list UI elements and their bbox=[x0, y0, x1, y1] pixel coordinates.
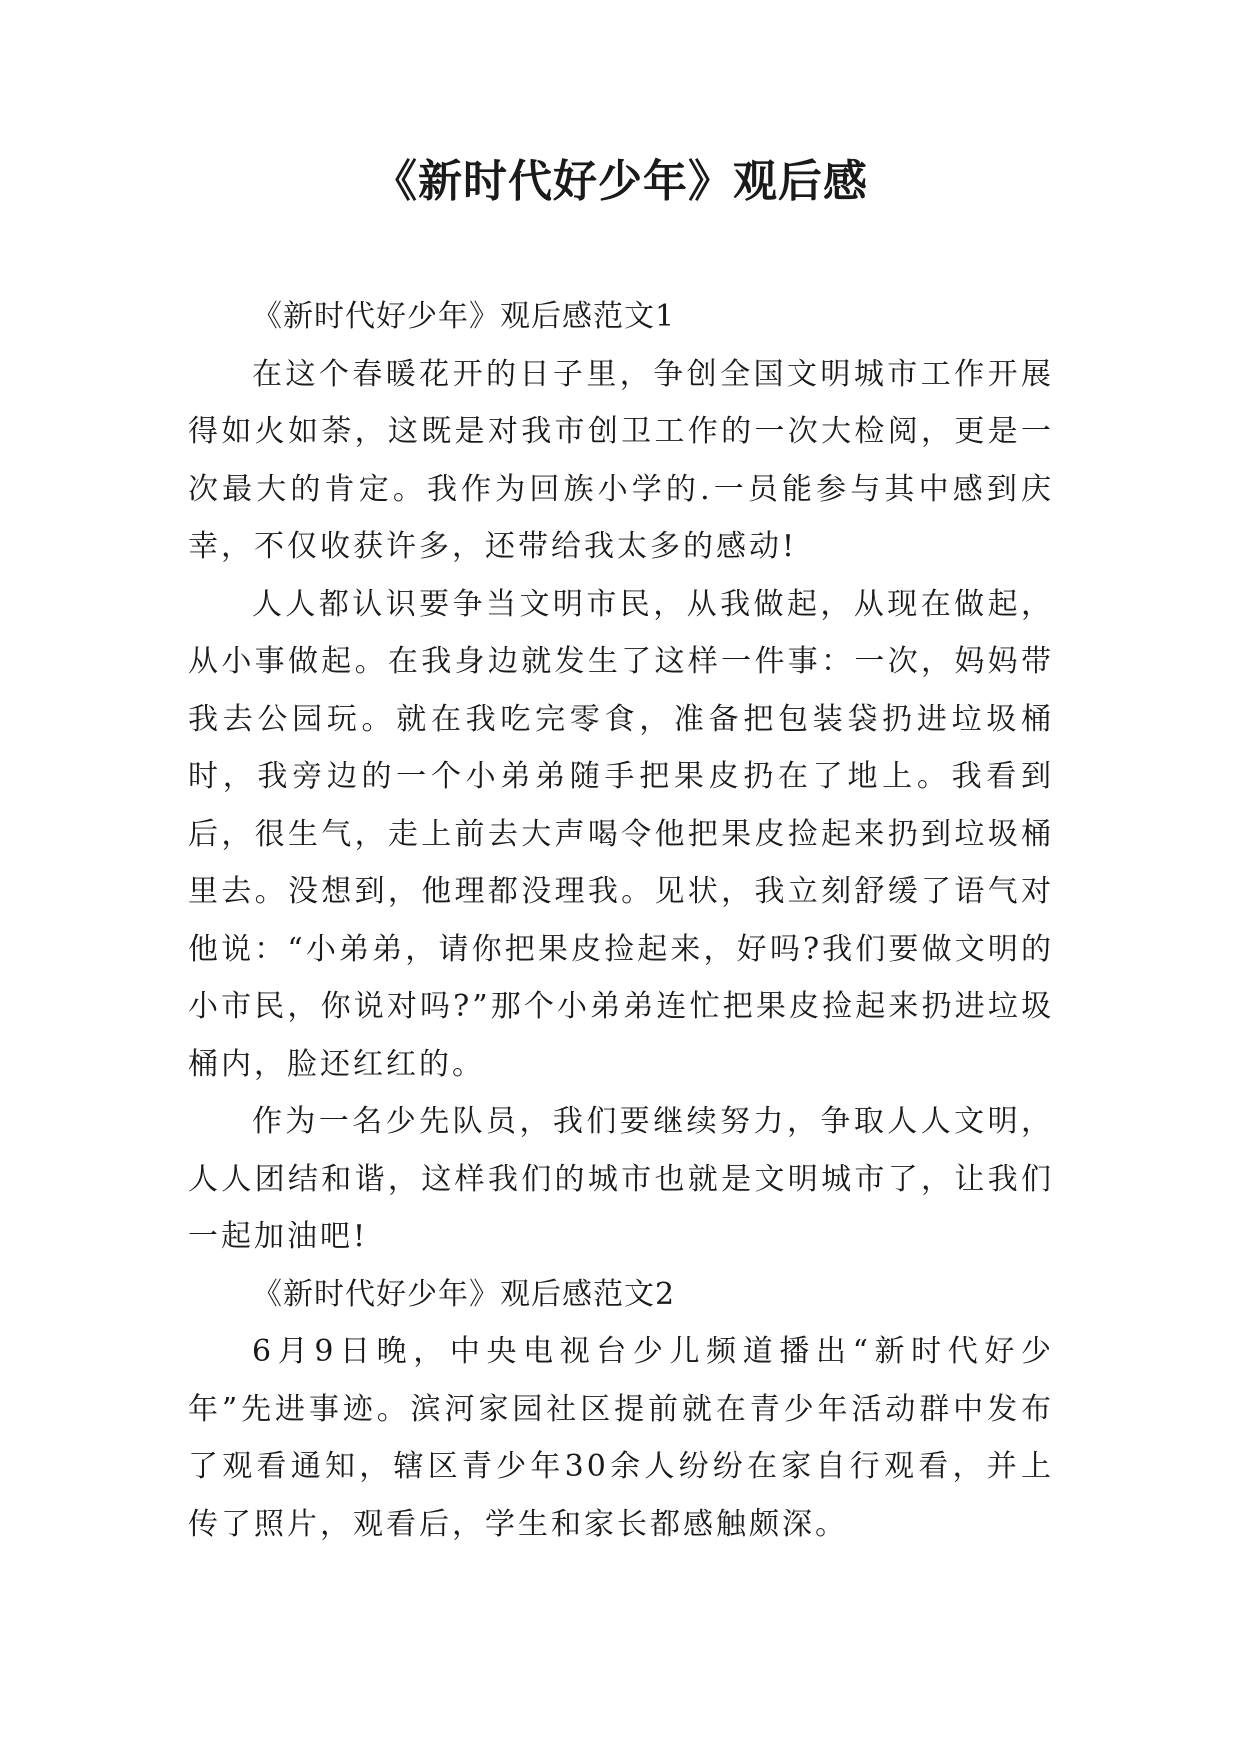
paragraph: 在这个春暖花开的日子里，争创全国文明城市工作开展得如火如荼，这既是对我市创卫工作的一次大检阅，更是一次最大的肯定。我作为回族小学的.一员能参与其中感到庆幸，不仅收获许多，还带给我太多的感动! bbox=[188, 356, 1054, 564]
page-title: 《新时代好少年》观后感 bbox=[373, 156, 868, 207]
section-heading: 《新时代好少年》观后感范文1 bbox=[252, 299, 676, 334]
paragraph: 6月9日晚，中央电视台少儿频道播出“新时代好少年”先进事迹。滨河家园社区提前就在青少年活动群中发布了观看通知，辖区青少年30余人纷纷在家自行观看，并上传了照片，观看后，学生和家长都感触颇深。 bbox=[188, 1334, 1054, 1542]
paragraph: 作为一名少先队员，我们要继续努力，争取人人文明，人人团结和谐，这样我们的城市也就是文明城市了，让我们一起加油吧! bbox=[188, 1104, 1054, 1254]
document-body bbox=[188, 288, 1054, 1553]
paragraph: 人人都认识要争当文明市民，从我做起，从现在做起，从小事做起。在我身边就发生了这样一件事：一次，妈妈带我去公园玩。就在我吃完零食，准备把包装袋扔进垃圾桶时，我旁边的一个小弟弟随手把果皮扔在了地上。我看到后，很生气，走上前去大声喝令他把果皮捡起来扔到垃圾桶里去。没想到，他理都没理我。见状，我立刻舒缓了语气对他说：“小弟弟，请你把果皮捡起来，好吗?我们要做文明的小市民，你说对吗?”那个小弟弟连忙把果皮捡起来扔进垃圾桶内，脸还红红的。 bbox=[188, 586, 1054, 1082]
section-heading: 《新时代好少年》观后感范文2 bbox=[252, 1276, 676, 1312]
